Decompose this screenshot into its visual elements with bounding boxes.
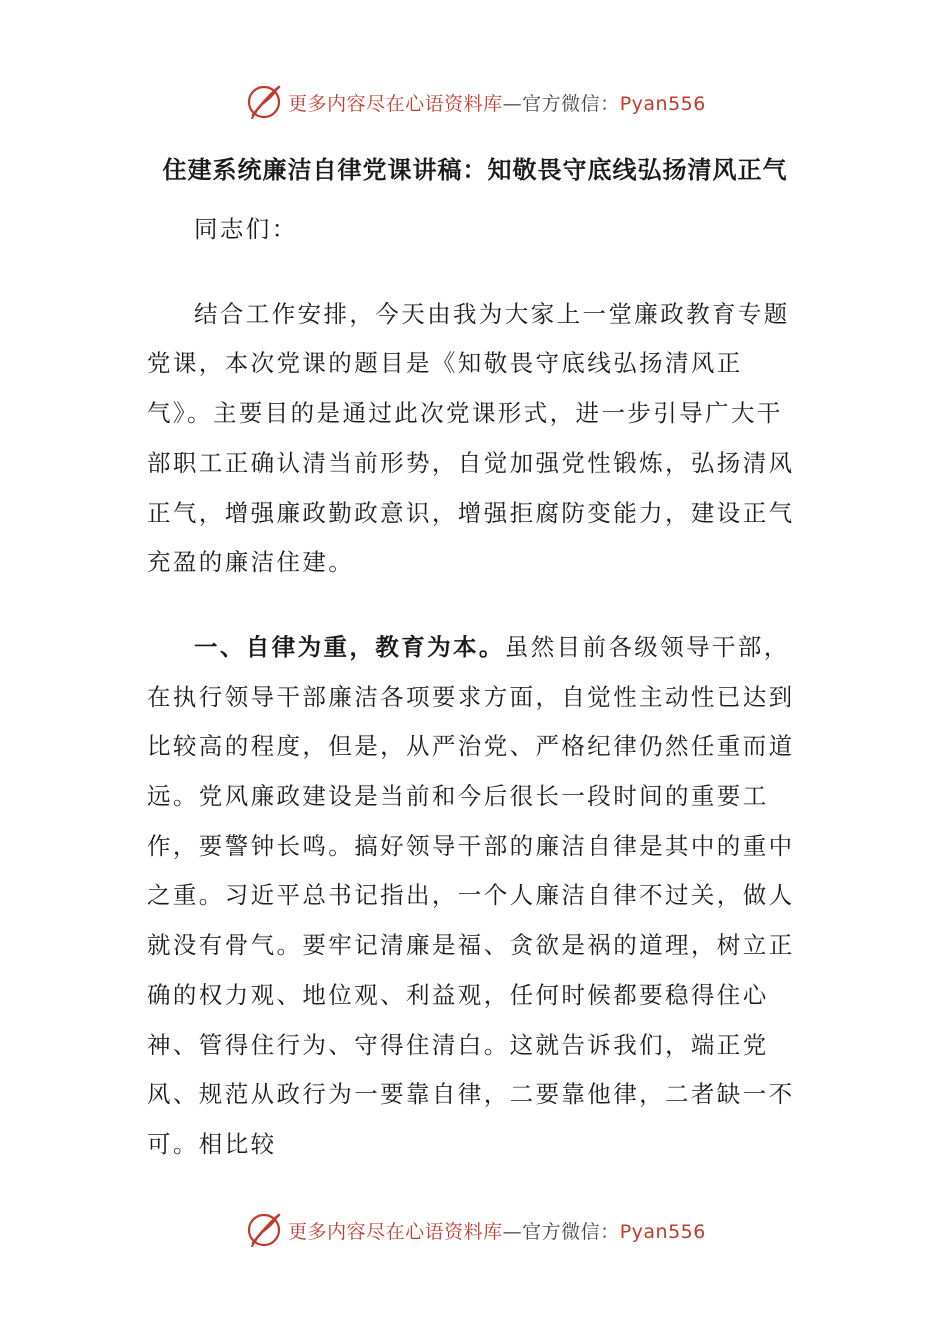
quill-pen-logo-icon <box>244 82 284 122</box>
section-paragraph <box>147 623 807 1170</box>
document-body <box>147 205 807 1170</box>
watermark-wechat-label: 官方微信： <box>522 1220 620 1243</box>
watermark-brand: 更多内容尽在心语资料库 <box>288 1220 503 1243</box>
watermark-handle: Pyan556 <box>619 92 706 115</box>
watermark-brand: 更多内容尽在心语资料库 <box>288 92 503 115</box>
footer-watermark <box>0 1208 950 1252</box>
watermark-handle: Pyan556 <box>619 1220 706 1243</box>
intro-paragraph: 结合工作安排，今天由我为大家上一堂廉政教育专题党课，本次党课的题目是《知敬畏守底线弘扬清风正气》。主要目的是通过此次党课形式，进一步引导广大干部职工正确认清当前形势，自觉加强党性锻炼，弘扬清风正气，增强廉政勤政意识，增强拒腐防变能力，建设正气充盈的廉洁住建。 <box>147 299 795 577</box>
section-heading: 一、自律为重，教育为本。 <box>194 632 505 661</box>
document-title: 住建系统廉洁自律党课讲稿：知敬畏守底线弘扬清风正气 <box>162 155 788 184</box>
quill-pen-logo-icon <box>244 1210 284 1250</box>
header-watermark <box>0 80 950 124</box>
watermark-dash: — <box>502 1220 523 1243</box>
section-body: 虽然目前各级领导干部，在执行领导干部廉洁各项要求方面，自觉性主动性已达到比较高的程度，但是，从严治党、严格纪律仍然任重而道远。党风廉政建设是当前和今后很长一段时间的重要工作，要警钟长鸣。搞好领导干部的廉洁自律是其中的重中之重。习近平总书记指出，一个人廉洁自律不过关，做人就没有骨气。要牢记清廉是福、贪欲是祸的道理，树立正确的权力观、地位观、利益观，任何时候都要稳得住心神、管得住行为、守得住清白。这就告诉我们，端正党风、规范从政行为一要靠自律，二要靠他律，二者缺一不可。相比较 <box>147 632 795 1158</box>
watermark-dash: — <box>502 92 523 115</box>
salutation: 同志们： <box>194 215 298 243</box>
watermark-wechat-label: 官方微信： <box>522 92 620 115</box>
